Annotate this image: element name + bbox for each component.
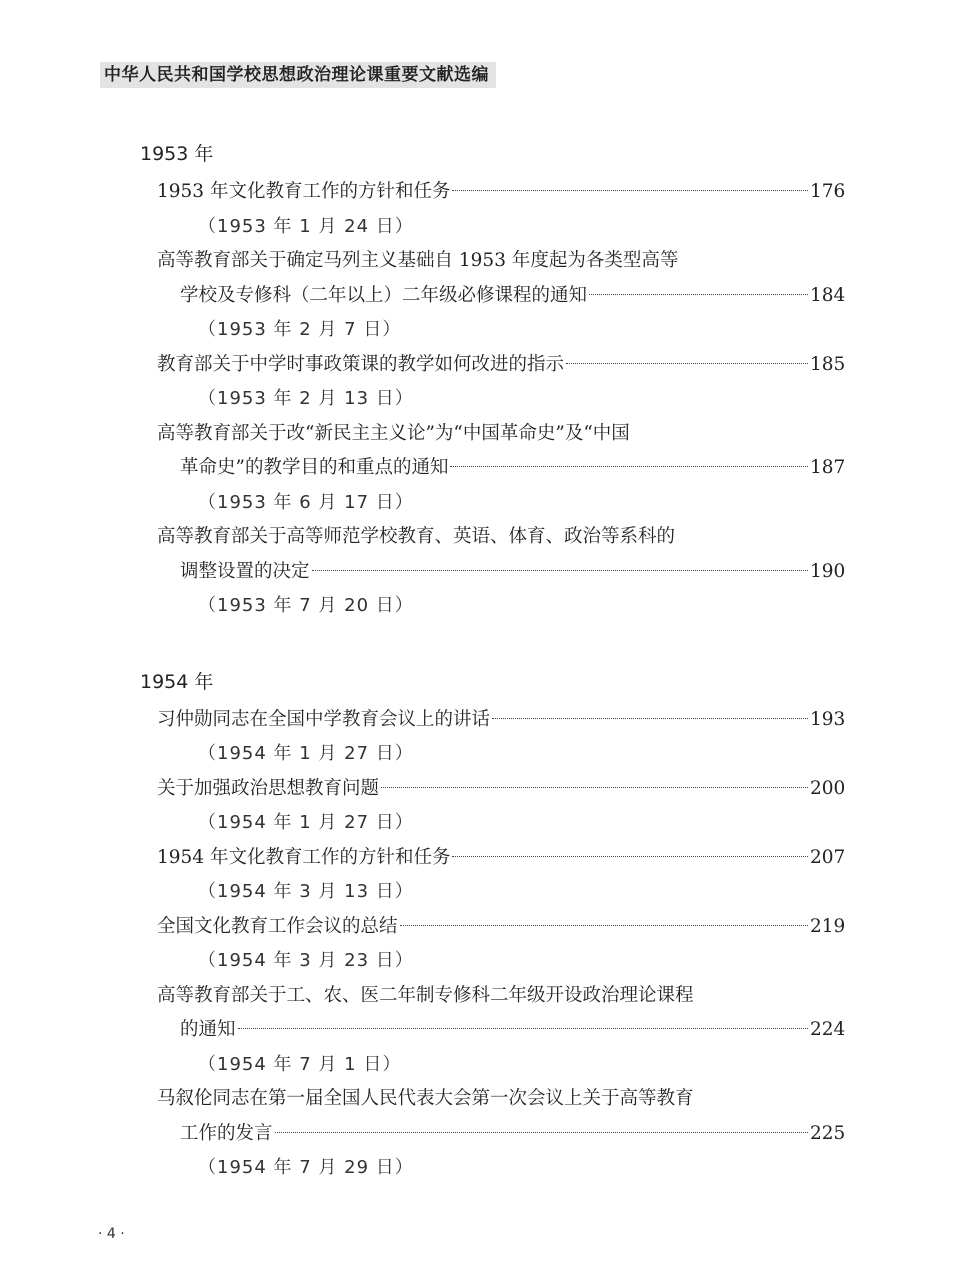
toc-section: [140, 140, 846, 624]
entry-title-text: 工作的发言: [180, 1122, 273, 1144]
entry-title-line: [140, 451, 846, 486]
entry-date: （1954 年 1 月 27 日）: [198, 743, 414, 764]
entry-date: （1953 年 7 月 20 日）: [198, 595, 414, 616]
entry-title-text: 1953 年文化教育工作的方针和任务: [157, 181, 451, 202]
entry-title-line: [140, 1082, 840, 1117]
entry-title-text: 高等教育部关于确定马列主义基础自 1953 年度起为各类型高等: [157, 250, 679, 271]
entry-date: （1954 年 3 月 13 日）: [198, 881, 414, 902]
toc-entry: [140, 703, 846, 772]
entry-page-number: 190: [810, 560, 846, 582]
toc-entry: [140, 244, 846, 348]
entry-title-text: 全国文化教育工作会议的总结: [157, 915, 398, 937]
toc-entry: [140, 348, 846, 417]
entry-title-line: [140, 417, 840, 452]
entry-title-line: [140, 1117, 846, 1152]
entry-title-text: 高等教育部关于工、农、医二年制专修科二年级开设政治理论课程: [157, 984, 694, 1006]
entry-title-text: 革命史”的教学目的和重点的通知: [180, 457, 449, 478]
entry-title-text: 教育部关于中学时事政策课的教学如何改进的指示: [157, 353, 565, 375]
entry-title-line: [140, 279, 846, 314]
entry-title-line: [140, 910, 846, 945]
dot-leader: [381, 787, 808, 788]
entry-title-text: 关于加强政治思想教育问题: [157, 777, 380, 799]
entry-title-text: 高等教育部关于高等师范学校教育、英语、体育、政治等系科的: [157, 526, 676, 547]
entry-title-text: 高等教育部关于改“新民主主义论”为“中国革命史”及“中国: [157, 422, 630, 444]
entry-title-line: [140, 348, 846, 383]
entry-page-number: 184: [810, 284, 846, 306]
dot-leader: [312, 570, 808, 571]
dot-leader: [452, 856, 808, 857]
entry-page-number: 176: [810, 181, 846, 202]
entry-page-number: 219: [810, 915, 846, 937]
dot-leader: [400, 925, 808, 926]
entry-title-text: 学校及专修科（二年以上）二年级必修课程的通知: [180, 284, 588, 306]
entry-page-number: 187: [810, 457, 846, 478]
entry-title-line: [140, 979, 840, 1014]
entry-date: （1953 年 6 月 17 日）: [198, 491, 414, 513]
year-heading: 1954 年: [140, 670, 214, 693]
entry-title-line: [140, 703, 846, 738]
entry-date: （1954 年 1 月 27 日）: [198, 812, 414, 833]
entry-page-number: 224: [810, 1019, 846, 1040]
entry-page-number: 200: [810, 777, 846, 799]
entry-title-text: 的通知: [180, 1019, 236, 1040]
dot-leader: [452, 190, 808, 191]
dot-leader: [275, 1132, 808, 1133]
dot-leader: [450, 466, 808, 467]
entry-title-line: [140, 841, 846, 876]
entry-title-line: [140, 520, 840, 555]
entry-date: （1953 年 1 月 24 日）: [198, 215, 414, 237]
entry-title-text: 调整设置的决定: [180, 560, 310, 582]
entry-date: （1954 年 7 月 1 日）: [198, 1053, 402, 1075]
toc-entry: [140, 1082, 846, 1186]
entry-page-number: 193: [810, 708, 846, 730]
entry-title-text: 习仲勋同志在全国中学教育会议上的讲话: [157, 708, 491, 730]
dot-leader: [589, 294, 808, 295]
toc-entry: [140, 772, 846, 841]
dot-leader: [566, 363, 808, 364]
entry-title-line: [140, 555, 846, 590]
entry-page-number: 225: [810, 1122, 846, 1144]
entry-page-number: 185: [810, 353, 846, 375]
toc-entry: [140, 910, 846, 979]
entry-date: （1954 年 3 月 23 日）: [198, 950, 414, 971]
table-of-contents: [140, 140, 846, 1186]
toc-entry: [140, 417, 846, 521]
toc-entry: [140, 520, 846, 624]
entry-title-line: [140, 772, 846, 807]
entry-page-number: 207: [810, 846, 846, 868]
dot-leader: [238, 1028, 808, 1029]
toc-entry: [140, 979, 846, 1083]
entry-date: （1954 年 7 月 29 日）: [198, 1157, 414, 1178]
page-number: · 4 ·: [98, 1226, 125, 1242]
entry-date: （1953 年 2 月 7 日）: [198, 319, 402, 340]
entry-title-text: 1954 年文化教育工作的方针和任务: [157, 846, 451, 868]
entry-title-line: [140, 244, 840, 279]
entry-title-line: [140, 1013, 846, 1048]
dot-leader: [492, 718, 808, 719]
toc-entry: [140, 841, 846, 910]
entry-date: （1953 年 2 月 13 日）: [198, 388, 414, 409]
toc-section: [140, 668, 846, 1186]
entry-title-text: 马叙伦同志在第一届全国人民代表大会第一次会议上关于高等教育: [157, 1088, 694, 1109]
book-title-header: 中华人民共和国学校思想政治理论课重要文献选编: [100, 62, 496, 88]
toc-entry: [140, 175, 846, 244]
year-heading: 1953 年: [140, 143, 214, 165]
entry-title-line: [140, 175, 846, 210]
